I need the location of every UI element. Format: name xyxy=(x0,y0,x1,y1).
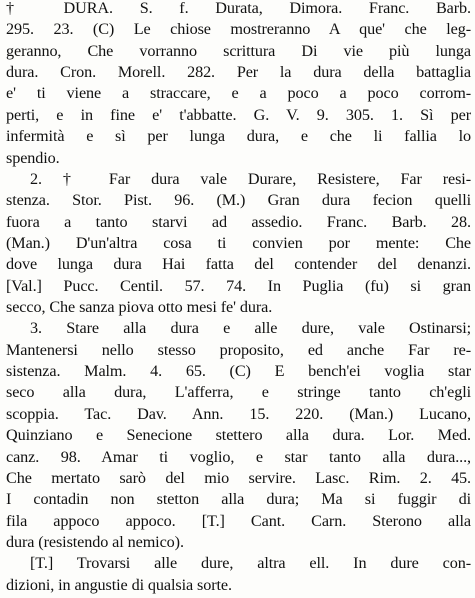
text-line: Mantenersi nello stesso proposito, ed anche Far re- xyxy=(6,340,471,359)
text-line: stenza. Stor. Pist. 96. (M.) Gran dura fecion quelli xyxy=(6,191,471,210)
text-line: dizioni, in angustie di qualsia sorte. xyxy=(6,575,232,594)
text-line: sistenza. Malm. 4. 65. (C) E bench'ei voglia star xyxy=(6,362,471,381)
text-line: Quinziano e Senecione stettero alla dura. Lor. Med. xyxy=(6,426,471,445)
text-line: dura (resistendo al nemico). xyxy=(6,532,184,551)
text-line: infermità e sì per lunga dura, e che li fallia lo xyxy=(6,127,471,146)
text-line: dura. Cron. Morell. 282. Per la dura della battaglia xyxy=(6,63,471,82)
text-line: geranno, Che vorranno scrittura Di vie più lunga xyxy=(6,41,471,60)
text-line: [Val.] Pucc. Centil. 57. 74. In Puglia (fu) si gran xyxy=(6,276,471,295)
text-line: scoppia. Tac. Dav. Ann. 15. 220. (Man.) Lucano, xyxy=(6,404,471,423)
sense-heading-line: 2. † Far dura vale Durare, Resistere, Far resi- xyxy=(30,169,471,188)
sense-heading-line: 3. Stare alla dura e alle dure, vale Ostinarsi; xyxy=(30,319,471,338)
text-line: fuora a tanto starvi ad assedio. Franc. Barb. 28. xyxy=(6,212,471,231)
text-line: (Man.) D'un'altra cosa ti convien por mente: Che xyxy=(6,233,471,252)
text-line: I contadin non stetton alla dura; Ma si fuggir di xyxy=(6,490,471,509)
text-line: seco alla dura, L'afferra, e stringe tanto ch'egli xyxy=(6,383,471,402)
text-line: canz. 98. Amar ti voglio, e star tanto alla dura..., xyxy=(6,447,471,466)
text-line: 295. 23. (C) Le chiose mostreranno A que' che leg- xyxy=(6,20,471,39)
text-line: dove lunga dura Hai fatta del contender del denanzi. xyxy=(6,255,471,274)
text-line: perti, e in fine e' t'abbatte. G. V. 9. 305. 1. Sì per xyxy=(6,105,471,124)
text-line: e' ti viene a straccare, e a poco a poco corrom- xyxy=(6,84,471,103)
subentry-line: [T.] Trovarsi alle dure, altra ell. In dure con- xyxy=(30,554,471,573)
text-line: † DURA. S. f. Durata, Dimora. Franc. Barb. xyxy=(6,0,471,17)
text-line: Che mertato sarò del mio servire. Lasc. Rim. 2. 45. xyxy=(6,468,471,487)
text-line: spendio. xyxy=(6,148,60,167)
text-line: fila appoco appoco. [T.] Cant. Carn. Sterono alla xyxy=(6,511,471,530)
text-line: secco, Che sanza piova otto mesi fe' dura. xyxy=(6,298,273,316)
